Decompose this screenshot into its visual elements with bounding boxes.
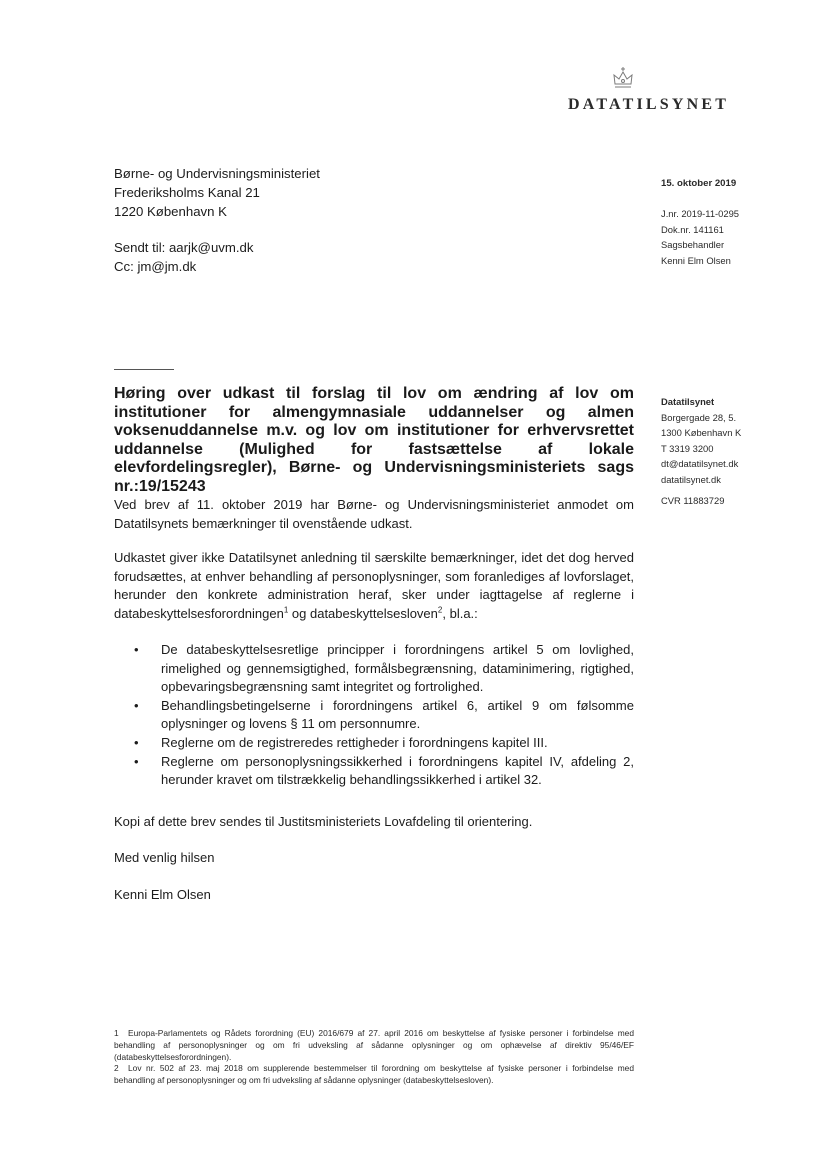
cc-line: Cc: jm@jm.dk bbox=[114, 259, 197, 274]
divider bbox=[114, 369, 174, 370]
signature-name: Kenni Elm Olsen bbox=[114, 887, 211, 902]
document-number: Dok.nr. 141161 bbox=[661, 223, 724, 235]
footnote-1 bbox=[114, 1028, 634, 1063]
list-item-text: Reglerne om de registreredes rettigheder i forordningens kapitel III. bbox=[161, 734, 548, 750]
footnote-text: Europa-Parlamentets og Rådets forordning (EU) 2016/679 af 27. april 2016 om beskyttelse af fysiske personer i forbindelse med behandling af personoplysninger og om fri udveksling af sådanne oplysninger og om ophævelse af direktiv 95/46/EF (databeskyttelsesforordningen). bbox=[114, 1028, 634, 1062]
list-item bbox=[114, 697, 634, 734]
closing-greeting: Med venlig hilsen bbox=[114, 850, 215, 865]
sent-to-line: Sendt til: aarjk@uvm.dk bbox=[114, 240, 254, 255]
journal-number: J.nr. 2019-11-0295 bbox=[661, 208, 740, 219]
principles-list bbox=[114, 641, 634, 790]
footnote-number: 1 bbox=[114, 1028, 119, 1038]
recipient-city: 1220 København K bbox=[114, 204, 227, 219]
list-item-text: Behandlingsbetingelserne i forordningens artikel 6, artikel 9 om følsomme oplysninger og lovens § 11 om personnumre. bbox=[161, 697, 634, 732]
org-email: dt@datatilsynet.dk bbox=[661, 458, 739, 469]
org-phone: T 3319 3200 bbox=[661, 442, 714, 454]
reference-block bbox=[661, 206, 739, 268]
org-street: Borgergade 28, 5. bbox=[661, 411, 737, 423]
bullet-icon: • bbox=[134, 753, 139, 769]
contact-lines bbox=[114, 238, 253, 276]
main-paragraph-text-3: , bl.a.: bbox=[442, 605, 478, 621]
copy-note-paragraph: Kopi af dette brev sendes til Justitsministeriets Lovafdeling til orientering. bbox=[114, 814, 533, 829]
recipient-address bbox=[114, 164, 320, 221]
main-paragraph bbox=[114, 549, 634, 623]
list-item-text: De databeskyttelsesretlige principper i forordningens artikel 5 om lovlighed, rimelighed og gennemsigtighed, formålsbegrænsning, dataminimering, rigtighed, opbevaringsbegrænsning samt integritet og fortrolighed. bbox=[161, 642, 634, 695]
main-paragraph-text-2: og databeskyttelsesloven bbox=[288, 605, 438, 621]
case-handler-name: Kenni Elm Olsen bbox=[661, 254, 731, 266]
letter-date: 15. oktober 2019 bbox=[661, 178, 737, 189]
bullet-icon: • bbox=[134, 697, 139, 713]
list-item bbox=[114, 753, 634, 790]
bullet-icon: • bbox=[134, 642, 139, 657]
case-handler-label: Sagsbehandler bbox=[661, 239, 725, 250]
list-item bbox=[114, 734, 634, 753]
footnote-2 bbox=[114, 1063, 634, 1087]
cvr-number: CVR 11883729 bbox=[661, 495, 725, 506]
list-item-text: Reglerne om personoplysningssikkerhed i forordningens kapitel IV, afdeling 2, herunder kravet om tilstrækkelig behandlingssikkerhed i artikel 32. bbox=[161, 753, 634, 788]
main-paragraph-text: Udkastet giver ikke Datatilsynet anledning til særskilte bemærkninger, idet det dog herved forudsættes, at enhver behandling af personoplysninger, som foranlediges af lovforslaget, herunder den konkrete administration heraf, sker under iagttagelse af reglerne i databeskyttelsesforordningen bbox=[114, 550, 634, 621]
footnote-text: Lov nr. 502 af 23. maj 2018 om supplerende bestemmelser til forordning om beskyttelse af fysiske personer i forbindelse med behandling af personoplysninger og om fri udveksling af sådanne oplysninger (databeskyttelsesloven). bbox=[114, 1063, 634, 1086]
list-item bbox=[114, 641, 634, 697]
crown-icon bbox=[611, 66, 635, 92]
recipient-street: Frederiksholms Kanal 21 bbox=[114, 185, 260, 200]
intro-paragraph: Ved brev af 11. oktober 2019 har Børne- og Undervisningsministeriet anmodet om Datatilsynets bemærkninger til ovenstående udkast. bbox=[114, 497, 634, 531]
footnote-ref-2: 2 bbox=[437, 605, 443, 615]
org-name: Datatilsynet bbox=[661, 396, 715, 407]
recipient-name: Børne- og Undervisningsministeriet bbox=[114, 166, 320, 181]
footnote-ref-1: 1 bbox=[283, 605, 289, 615]
footnotes bbox=[114, 1028, 634, 1087]
subject-heading: Høring over udkast til forslag til lov om ændring af lov om institutioner for almengymnasiale uddannelser og almen voksenuddannelse m.v. og lov om institutioner for erhvervsrettet uddannelse (Mulighed for fastsættelse af lokale elevfordelingsregler), Børne- og Undervisningsministeriets sags nr.:19/15243 bbox=[114, 385, 634, 495]
footnote-number: 2 bbox=[114, 1063, 119, 1074]
org-city: 1300 København K bbox=[661, 427, 742, 438]
organization-block bbox=[661, 394, 741, 487]
org-website: datatilsynet.dk bbox=[661, 473, 721, 485]
bullet-icon: • bbox=[134, 734, 139, 750]
logo-wordmark: DATATILSYNET bbox=[568, 96, 730, 113]
